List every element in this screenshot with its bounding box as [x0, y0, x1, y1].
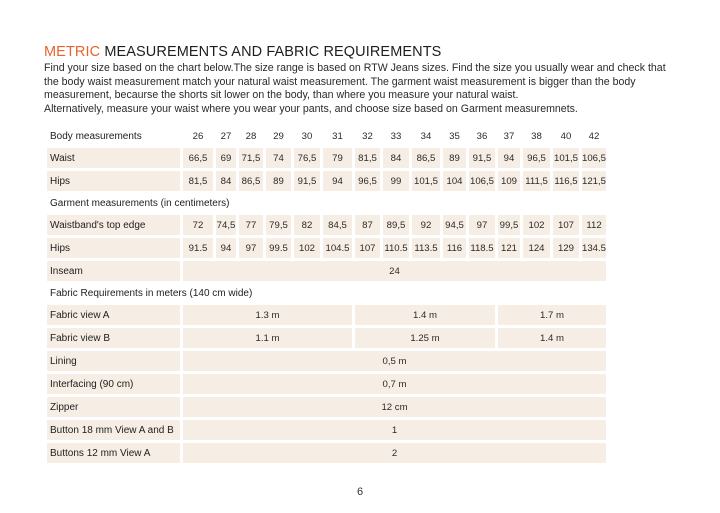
value-cell: 84	[383, 148, 409, 168]
value-cell: 106,5	[469, 171, 495, 191]
fabric-b-label: Fabric view B	[47, 328, 180, 348]
fabric-b-row	[47, 328, 606, 348]
value-cell: 89	[443, 148, 466, 168]
value-cell: 121	[498, 238, 520, 258]
value-cell: 66,5	[183, 148, 213, 168]
title-accent: METRIC	[44, 44, 101, 60]
size-cell: 33	[390, 130, 402, 142]
size-cell: 37	[503, 130, 515, 142]
value-cell: 113.5	[412, 238, 440, 258]
value-cell: 74,5	[216, 215, 236, 235]
value-cell: 112	[582, 215, 606, 235]
size-cell: 38	[531, 130, 542, 142]
hips-row	[47, 171, 606, 191]
value-cell: 107	[355, 238, 380, 258]
value-cell: 99,5	[498, 215, 520, 235]
interfacing-row	[47, 374, 606, 394]
size-cell: 32	[362, 130, 373, 142]
value-cell: 94	[216, 238, 236, 258]
value-cell: 79,5	[266, 215, 291, 235]
zipper-value: 12 cm	[183, 397, 606, 417]
fabric-b-mid: 1.25 m	[355, 328, 495, 348]
value-cell: 129	[553, 238, 579, 258]
value-cell: 86,5	[412, 148, 440, 168]
lining-value: 0,5 m	[183, 351, 606, 371]
value-cell: 97	[239, 238, 263, 258]
size-cell: 42	[588, 130, 600, 142]
size-cell: 35	[449, 130, 460, 142]
value-cell: 101,5	[553, 148, 579, 168]
zipper-row	[47, 397, 606, 417]
size-cell: 26	[192, 130, 204, 142]
garment-hips-row	[47, 238, 606, 258]
interfacing-value: 0,7 m	[183, 374, 606, 394]
intro-line: the body waist measurement match your natural waist measurement. The garment waist measurement is bigger than the body	[44, 75, 636, 88]
size-cell: 27	[220, 130, 232, 142]
value-cell: 94	[323, 171, 352, 191]
value-cell: 134.5	[582, 238, 606, 258]
value-cell: 97	[469, 215, 495, 235]
value-cell: 124	[523, 238, 550, 258]
value-cell: 91.5	[183, 238, 213, 258]
value-cell: 111,5	[523, 171, 550, 191]
value-cell: 104.5	[323, 238, 352, 258]
intro-line: Alternatively, measure your waist where you wear your pants, and choose size based on Garment measuremnets.	[44, 102, 578, 115]
zipper-label: Zipper	[47, 397, 180, 417]
value-cell: 116	[443, 238, 466, 258]
value-cell: 91,5	[469, 148, 495, 168]
waistband-label: Waistband's top edge	[47, 215, 180, 235]
value-cell: 106,5	[582, 148, 606, 168]
size-cell: 29	[273, 130, 284, 142]
value-cell: 77	[239, 215, 263, 235]
value-cell: 71,5	[239, 148, 263, 168]
value-cell: 72	[183, 215, 213, 235]
waist-label: Waist	[47, 148, 180, 168]
value-cell: 99.5	[266, 238, 291, 258]
page-number: 6	[356, 486, 364, 498]
inseam-value: 24	[183, 261, 606, 281]
value-cell: 109	[498, 171, 520, 191]
value-cell: 94	[498, 148, 520, 168]
value-cell: 96,5	[355, 171, 380, 191]
value-cell: 89,5	[383, 215, 409, 235]
lining-label: Lining	[47, 351, 180, 371]
value-cell: 102	[294, 238, 320, 258]
fabric-a-label: Fabric view A	[47, 305, 180, 325]
value-cell: 86,5	[239, 171, 263, 191]
fabric-a-large: 1.7 m	[498, 305, 606, 325]
size-cell: 30	[301, 130, 313, 142]
size-cell: 31	[332, 130, 343, 142]
value-cell: 101,5	[412, 171, 440, 191]
page-title	[44, 44, 441, 60]
body-measurements-label: Body measurements	[50, 130, 142, 142]
size-cell: 40	[560, 130, 572, 142]
value-cell: 118.5	[469, 238, 495, 258]
fabric-a-mid: 1.4 m	[355, 305, 495, 325]
value-cell: 94,5	[443, 215, 466, 235]
inseam-label: Inseam	[47, 261, 180, 281]
value-cell: 96,5	[523, 148, 550, 168]
value-cell: 99	[383, 171, 409, 191]
waistband-row	[47, 215, 606, 235]
inseam-row	[47, 261, 606, 281]
value-cell: 74	[266, 148, 291, 168]
garment-measurements-label: Garment measurements (in centimeters)	[50, 197, 230, 209]
button-18-value: 1	[183, 420, 606, 440]
garment-hips-label: Hips	[47, 238, 180, 258]
button-18-row	[47, 420, 606, 440]
value-cell: 81,5	[355, 148, 380, 168]
value-cell: 87	[355, 215, 380, 235]
value-cell: 69	[216, 148, 236, 168]
value-cell: 91,5	[294, 171, 320, 191]
lining-row	[47, 351, 606, 371]
value-cell: 82	[294, 215, 320, 235]
value-cell: 92	[412, 215, 440, 235]
title-rest: MEASUREMENTS AND FABRIC REQUIREMENTS	[100, 44, 442, 60]
fabric-b-large: 1.4 m	[498, 328, 606, 348]
value-cell: 116,5	[553, 171, 579, 191]
intro-line: measurement, becaurse the shorts sit lower on the body, than where you measure your natural waist.	[44, 89, 519, 102]
button-12-value: 2	[183, 443, 606, 463]
size-cell: 28	[245, 130, 257, 142]
value-cell: 102	[523, 215, 550, 235]
fabric-a-row	[47, 305, 606, 325]
value-cell: 104	[443, 171, 466, 191]
interfacing-label: Interfacing (90 cm)	[47, 374, 180, 394]
waist-row	[47, 148, 606, 168]
value-cell: 81,5	[183, 171, 213, 191]
fabric-requirements-label: Fabric Requirements in meters (140 cm wide)	[50, 287, 253, 299]
intro-text	[44, 62, 704, 116]
hips-label: Hips	[47, 171, 180, 191]
value-cell: 110.5	[383, 238, 409, 258]
size-cell: 34	[420, 130, 432, 142]
sizes-row	[47, 127, 606, 145]
fabric-section-row	[47, 284, 606, 302]
value-cell: 84	[216, 171, 236, 191]
button-18-label: Button 18 mm View A and B	[47, 420, 180, 440]
value-cell: 107	[553, 215, 579, 235]
size-cell: 36	[476, 130, 488, 142]
value-cell: 84,5	[323, 215, 352, 235]
intro-line: Find your size based on the chart below.The size range is based on RTW Jeans sizes. Find the size you usually wear and check that	[44, 62, 666, 74]
value-cell: 79	[323, 148, 352, 168]
value-cell: 121,5	[582, 171, 606, 191]
size-chart-table	[44, 124, 609, 466]
fabric-a-small: 1.3 m	[183, 305, 352, 325]
value-cell: 76,5	[294, 148, 320, 168]
button-12-row	[47, 443, 606, 463]
fabric-b-small: 1.1 m	[183, 328, 352, 348]
value-cell: 89	[266, 171, 291, 191]
garment-section-row	[47, 194, 606, 212]
button-12-label: Buttons 12 mm View A	[47, 443, 180, 463]
